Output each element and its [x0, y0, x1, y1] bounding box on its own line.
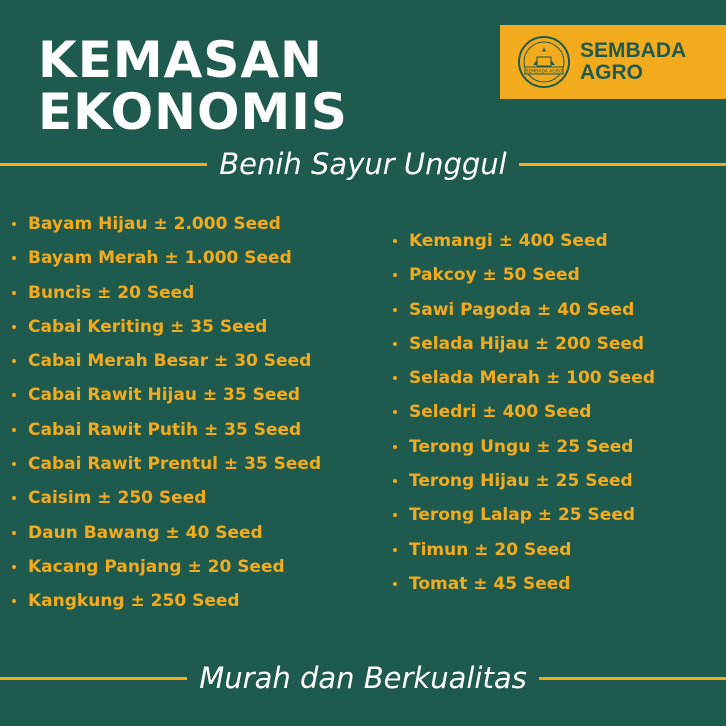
title-line-2: EKONOMIS [38, 83, 348, 141]
brand-logo-icon [517, 35, 571, 89]
seed-item: Terong Hijau ± 25 Seed [393, 464, 655, 498]
seed-item: Selada Hijau ± 200 Seed [393, 327, 655, 361]
subtitle: Benih Sayur Unggul [219, 147, 507, 181]
seed-item: Timun ± 20 Seed [393, 533, 655, 567]
seed-list-right [393, 224, 655, 601]
seed-item: Cabai Rawit Prentul ± 35 Seed [12, 447, 321, 481]
seed-item: Cabai Merah Besar ± 30 Seed [12, 344, 321, 378]
seed-item: Seledri ± 400 Seed [393, 395, 655, 429]
seed-item: Selada Merah ± 100 Seed [393, 361, 655, 395]
title-line-1: KEMASAN [38, 31, 323, 89]
seed-item: Caisim ± 250 Seed [12, 481, 321, 515]
seed-item: Cabai Keriting ± 35 Seed [12, 310, 321, 344]
seed-item: Kangkung ± 250 Seed [12, 584, 321, 618]
seed-list-left [12, 207, 321, 619]
seed-item: Terong Ungu ± 25 Seed [393, 430, 655, 464]
brand-logo-text: SEMBADA AGRO [525, 69, 563, 75]
seed-item: Tomat ± 45 Seed [393, 567, 655, 601]
brand-name-line-1: SEMBADA [580, 39, 687, 62]
divider-right [539, 677, 726, 680]
seed-item: Kemangi ± 400 Seed [393, 224, 655, 258]
divider-left [0, 677, 187, 680]
seed-item: Pakcoy ± 50 Seed [393, 258, 655, 292]
seed-item: Terong Lalap ± 25 Seed [393, 498, 655, 532]
divider-right [519, 163, 726, 166]
seed-item: Cabai Rawit Hijau ± 35 Seed [12, 378, 321, 412]
seed-item: Cabai Rawit Putih ± 35 Seed [12, 413, 321, 447]
seed-item: Bayam Merah ± 1.000 Seed [12, 241, 321, 275]
brand-name-line-2: AGRO [580, 61, 643, 84]
brand-name [580, 40, 686, 84]
subtitle-row [0, 144, 726, 184]
seed-item: Sawi Pagoda ± 40 Seed [393, 293, 655, 327]
brand-logo [516, 34, 572, 90]
brand-badge [500, 25, 726, 99]
seed-item: Buncis ± 20 Seed [12, 276, 321, 310]
seed-item: Kacang Panjang ± 20 Seed [12, 550, 321, 584]
page-title [38, 31, 348, 141]
footer-tagline: Murah dan Berkualitas [199, 661, 527, 695]
seed-item: Bayam Hijau ± 2.000 Seed [12, 207, 321, 241]
divider-left [0, 163, 207, 166]
seed-item: Daun Bawang ± 40 Seed [12, 516, 321, 550]
footer-row [0, 658, 726, 698]
